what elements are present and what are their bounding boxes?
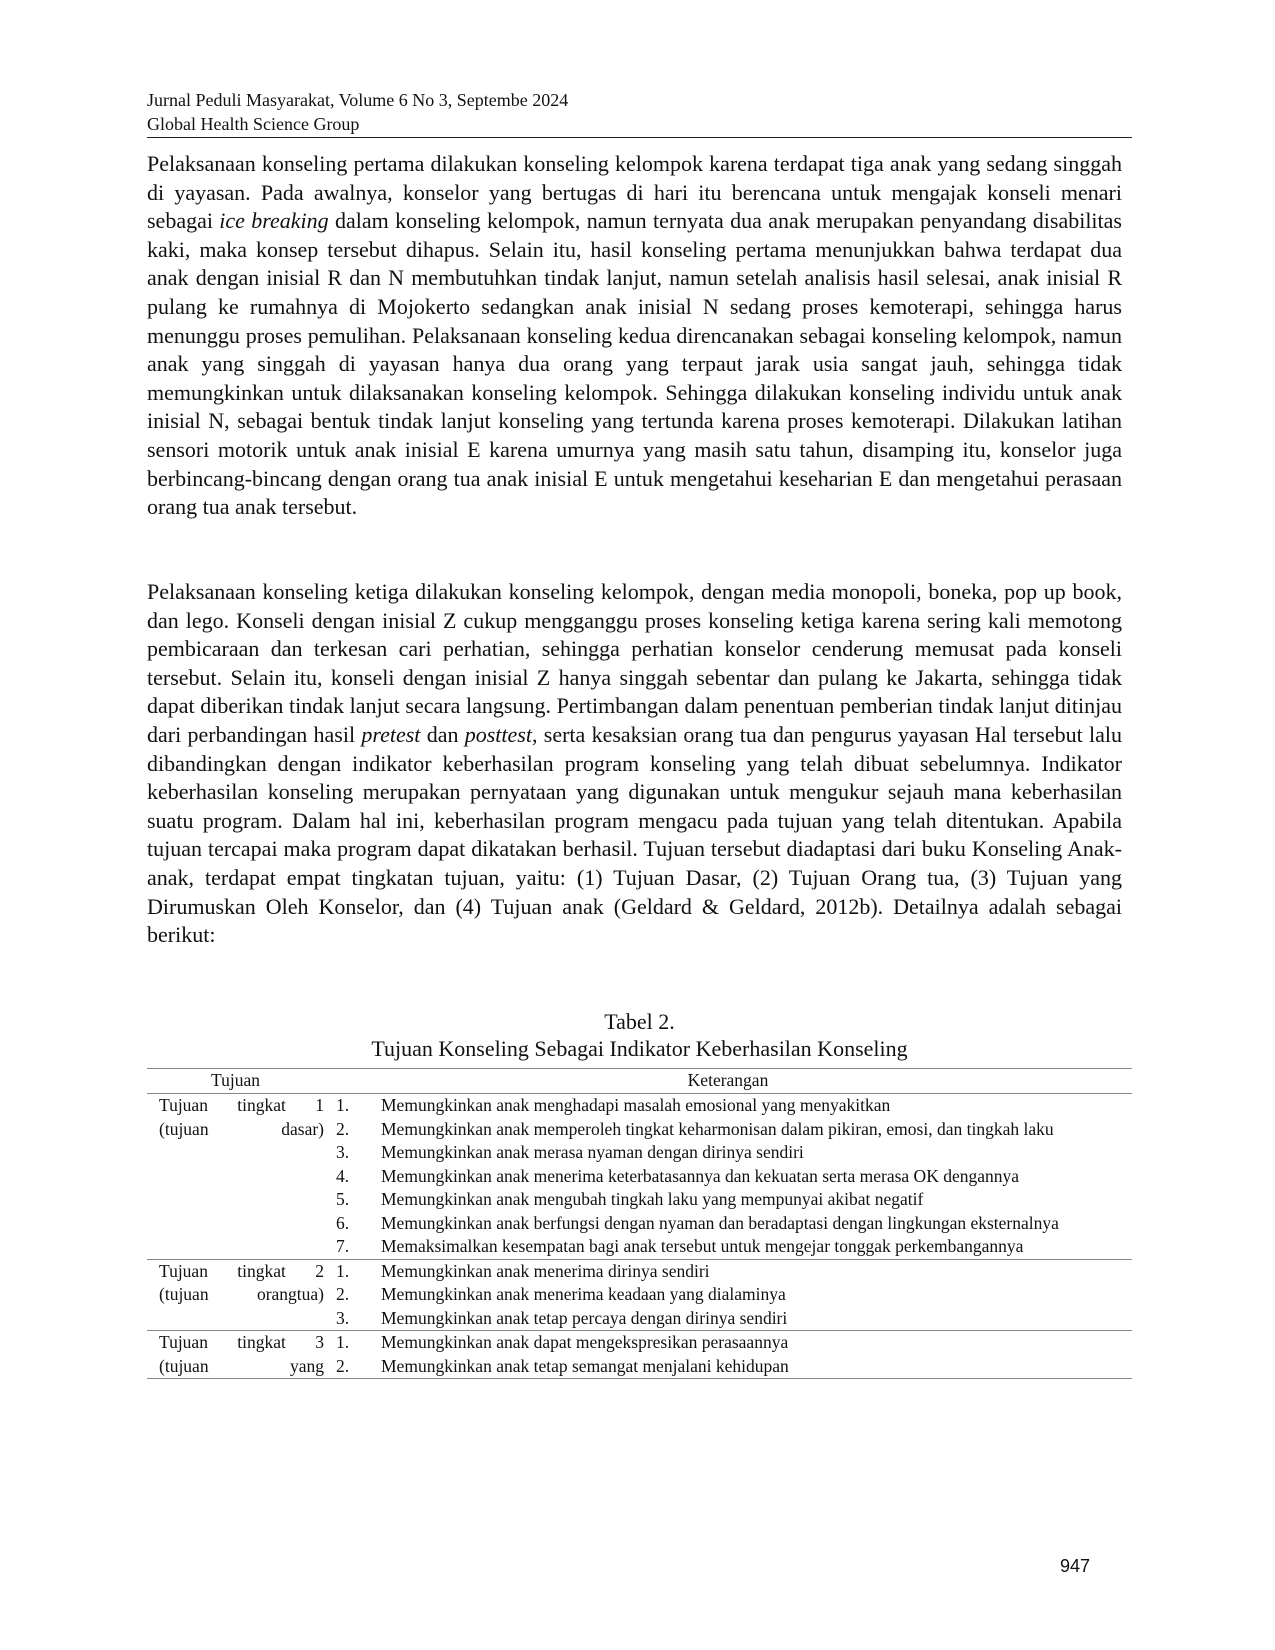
- list-item-text: Memungkinkan anak merasa nyaman dengan dirinya sendiri: [381, 1142, 804, 1162]
- list-item-number: 2.: [336, 1284, 350, 1304]
- list-item-text: Memungkinkan anak dapat mengekspresikan perasaannya: [381, 1332, 789, 1352]
- table-header-row: [147, 1069, 1132, 1094]
- body-paragraph-2: [147, 578, 1122, 950]
- keterangan-cell: [324, 1094, 1132, 1260]
- column-header-keterangan: Keterangan: [324, 1069, 1132, 1094]
- list-item: [324, 1283, 1132, 1307]
- list-item-number: 1.: [336, 1095, 350, 1115]
- table-row: [147, 1331, 1132, 1379]
- list-item: [324, 1094, 1132, 1118]
- running-header: [147, 88, 1132, 138]
- table-body: [147, 1094, 1132, 1379]
- goal-level-description: (tujuan orangtua): [159, 1284, 324, 1304]
- body-paragraph-1: [147, 150, 1122, 522]
- paragraph-1-text-a: Pelaksanaan konseling pertama dilakukan konseling kelompok karena terdapat tiga anak yang sedang singgah di yayasan. Pada awalnya, konselor yang bertugas di hari itu berencana untuk mengajak konseli menari sebagai: [147, 151, 1122, 234]
- list-item: [324, 1260, 1132, 1284]
- table-number: Tabel 2.: [604, 1009, 675, 1034]
- goal-list: [324, 1331, 1132, 1378]
- keterangan-cell: [324, 1259, 1132, 1331]
- goal-list: [324, 1094, 1132, 1259]
- goal-level: Tujuan tingkat 3: [159, 1332, 324, 1352]
- goal-list: [324, 1260, 1132, 1331]
- list-item-number: 7.: [336, 1236, 350, 1256]
- paragraph-2-italic-pretest: pretest: [361, 721, 421, 747]
- list-item-number: 6.: [336, 1212, 350, 1233]
- list-item-number: 5.: [336, 1189, 350, 1209]
- list-item-text: Memungkinkan anak menerima dirinya sendiri: [381, 1260, 710, 1281]
- list-item: [324, 1307, 1132, 1331]
- list-item: [324, 1141, 1132, 1165]
- keterangan-cell: [324, 1331, 1132, 1379]
- paragraph-2-italic-posttest: posttest: [464, 721, 532, 747]
- list-item-text: Memungkinkan anak tetap percaya dengan dirinya sendiri: [381, 1307, 788, 1328]
- publisher-name: Global Health Science Group: [147, 114, 360, 134]
- table-title: Tujuan Konseling Sebagai Indikator Keberhasilan Konseling: [371, 1036, 908, 1061]
- list-item-text: Memungkinkan anak menerima keadaan yang dialaminya: [381, 1284, 786, 1304]
- goal-level: Tujuan tingkat 2: [159, 1260, 324, 1281]
- list-item-text: Memungkinkan anak berfungsi dengan nyaman dan beradaptasi dengan lingkungan eksternalnya: [381, 1212, 1059, 1233]
- list-item: [324, 1331, 1132, 1355]
- tujuan-cell: [147, 1331, 324, 1379]
- column-header-tujuan: Tujuan: [147, 1069, 324, 1094]
- paragraph-2-text-c: dan: [420, 721, 465, 747]
- goals-table: [147, 1068, 1132, 1379]
- list-item: [324, 1235, 1132, 1259]
- list-item-number: 2.: [336, 1355, 350, 1376]
- list-item-number: 3.: [336, 1307, 350, 1328]
- list-item: [324, 1118, 1132, 1142]
- list-item: [324, 1165, 1132, 1189]
- table-row: [147, 1094, 1132, 1260]
- list-item-text: Memungkinkan anak mengubah tingkah laku yang mempunyai akibat negatif: [381, 1189, 924, 1209]
- list-item-text: Memungkinkan anak memperoleh tingkat keharmonisan dalam pikiran, emosi, dan tingkah laku: [381, 1118, 1054, 1139]
- list-item-number: 2.: [336, 1118, 350, 1139]
- tujuan-cell: [147, 1094, 324, 1260]
- list-item-text: Memaksimalkan kesempatan bagi anak tersebut untuk mengejar tonggak perkembangannya: [381, 1236, 1024, 1256]
- goal-level: Tujuan tingkat 1: [159, 1095, 324, 1115]
- journal-title: Jurnal Peduli Masyarakat, Volume 6 No 3, Septembe 2024: [147, 90, 569, 110]
- goal-level-description: (tujuan dasar): [159, 1118, 324, 1139]
- table-caption: [147, 1008, 1132, 1062]
- list-item-text: Memungkinkan anak menghadapi masalah emosional yang menyakitkan: [381, 1095, 891, 1115]
- list-item-number: 4.: [336, 1165, 350, 1186]
- list-item: [324, 1212, 1132, 1236]
- list-item: [324, 1188, 1132, 1212]
- paragraph-2-text-a: Pelaksanaan konseling ketiga dilakukan konseling kelompok, dengan media monopoli, boneka, pop up book, dan lego. Konseli dengan inisial Z cukup mengganggu proses konseling ketiga karena sering kali memotong pembicaraan dan terkesan cari perhatian, sehingga perhatian konselor cenderung memusat pada konseli tersebut. Selain itu, konseli dengan inisial Z hanya singgah sebentar dan pulang ke Jakarta, sehingga tidak dapat diberikan tindak lanjut secara langsung. Pertimbangan dalam penentuan pemberian tindak lanjut ditinjau dari perbandingan hasil: [147, 579, 1122, 747]
- goal-level-description: (tujuan yang: [159, 1355, 324, 1376]
- page-number: 947: [1060, 1556, 1091, 1576]
- table-row: [147, 1259, 1132, 1331]
- paragraph-1-italic-term: ice breaking: [219, 208, 329, 234]
- list-item-number: 1.: [336, 1332, 350, 1352]
- list-item-text: Memungkinkan anak tetap semangat menjalani kehidupan: [381, 1355, 789, 1376]
- paragraph-2-text-e: , serta kesaksian orang tua dan pengurus yayasan Hal tersebut lalu dibandingkan dengan indikator keberhasilan program konseling yang telah dibuat sebelumnya. Indikator keberhasilan konseling merupakan pernyataan yang digunakan untuk mengukur sejauh mana keberhasilan suatu program. Dalam hal ini, keberhasilan program mengacu pada tujuan yang telah ditentukan. Apabila tujuan tercapai maka program dapat dikatakan berhasil. Tujuan tersebut diadaptasi dari buku Konseling Anak-anak, terdapat empat tingkatan tujuan, yaitu: (1) Tujuan Dasar, (2) Tujuan Orang tua, (3) Tujuan yang Dirumuskan Oleh Konselor, dan (4) Tujuan anak (Geldard & Geldard, 2012b). Detailnya adalah sebagai berikut:: [147, 721, 1123, 948]
- list-item-number: 3.: [336, 1142, 350, 1162]
- list-item-text: Memungkinkan anak menerima keterbatasannya dan kekuatan serta merasa OK dengannya: [381, 1165, 1020, 1186]
- list-item: [324, 1355, 1132, 1379]
- tujuan-cell: [147, 1259, 324, 1331]
- list-item-number: 1.: [336, 1260, 350, 1281]
- paragraph-1-text-c: dalam konseling kelompok, namun ternyata dua anak merupakan penyandang disabilitas kaki, maka konsep tersebut dihapus. Selain itu, hasil konseling pertama menunjukkan bahwa terdapat dua anak dengan inisial R dan N membutuhkan tindak lanjut, namun setelah analisis hasil selesai, anak inisial R pulang ke rumahnya di Mojokerto sedangkan anak inisial N sedang proses kemoterapi, sehingga harus menunggu proses pemulihan. Pelaksanaan konseling kedua direncanakan sebagai konseling kelompok, namun anak yang singgah di yayasan hanya dua orang yang terpaut jarak usia sangat jauh, sehingga tidak memungkinkan untuk dilaksanakan konseling kelompok. Sehingga dilakukan konseling individu untuk anak inisial N, sebagai bentuk tindak lanjut konseling yang tertunda karena proses kemoterapi. Dilakukan latihan sensori motorik untuk anak inisial E karena umurnya yang masih satu tahun, disamping itu, konselor juga berbincang-bincang dengan orang tua anak inisial E untuk mengetahui keseharian E dan mengetahui perasaan orang tua anak tersebut.: [147, 208, 1122, 520]
